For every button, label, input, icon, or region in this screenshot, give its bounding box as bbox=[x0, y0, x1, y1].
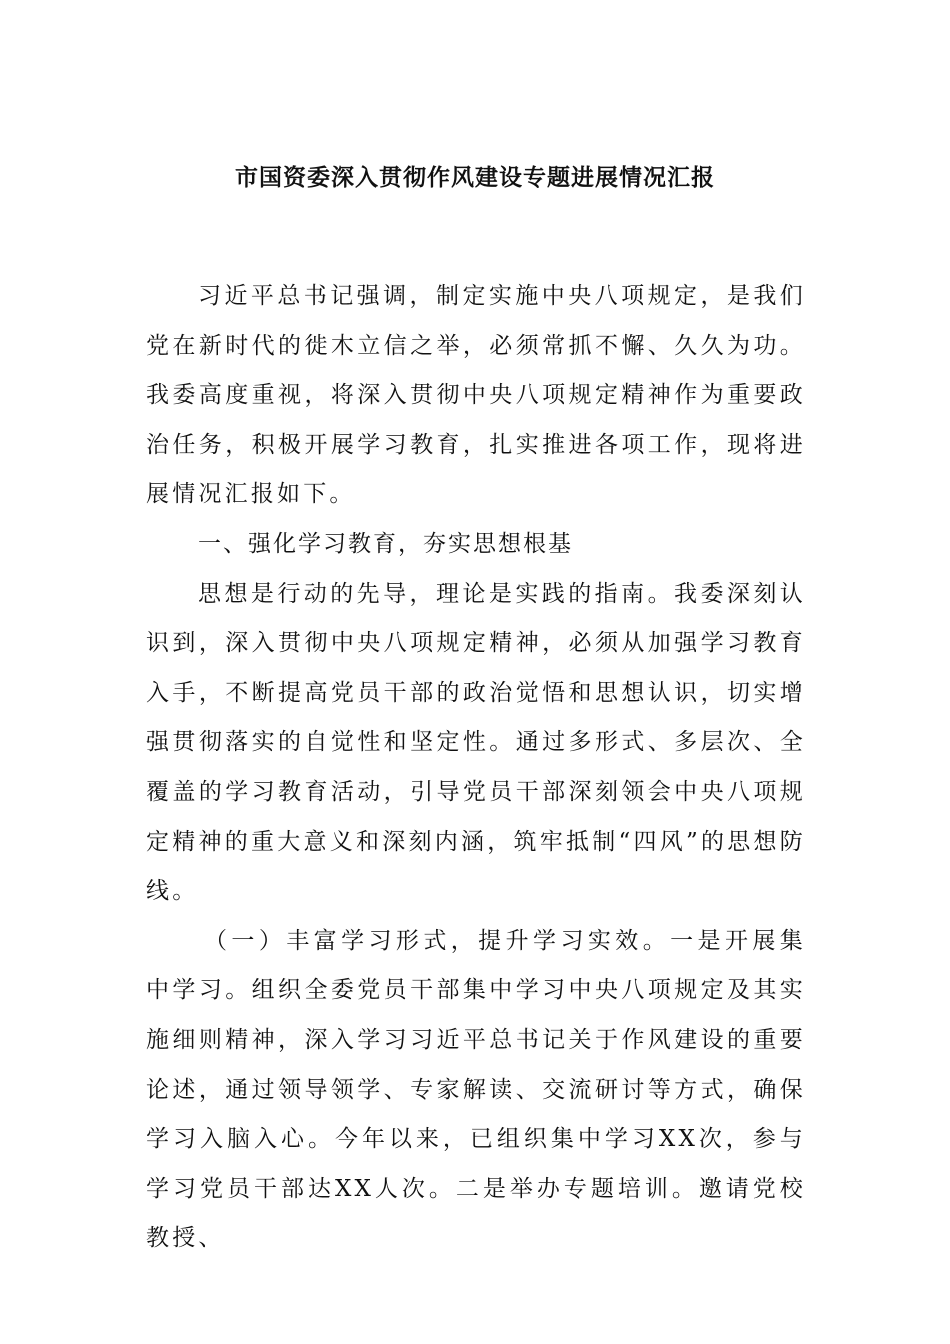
document-body bbox=[146, 272, 806, 1264]
section-paragraph: 思想是行动的先导，理论是实践的指南。我委深刻认识到，深入贯彻中央八项规定精神，必须从加强学习教育入手，不断提高党员干部的政治觉悟和思想认识，切实增强贯彻落实的自觉性和坚定性。通过多形式、多层次、全覆盖的学习教育活动，引导党员干部深刻领会中央八项规定精神的重大意义和深刻内涵，筑牢抵制“四风”的思想防线。 bbox=[146, 580, 806, 905]
intro-paragraph: 习近平总书记强调，制定实施中央八项规定，是我们党在新时代的徙木立信之举，必须常抓不懈、久久为功。我委高度重视，将深入贯彻中央八项规定精神作为重要政治任务，积极开展学习教育，扎实推进各项工作，现将进展情况汇报如下。 bbox=[146, 283, 806, 508]
subsection-paragraph: （一）丰富学习形式，提升学习实效。一是开展集中学习。组织全委党员干部集中学习中央八项规定及其实施细则精神，深入学习习近平总书记关于作风建设的重要论述，通过领导领学、专家解读、交流研讨等方式，确保学习入脑入心。今年以来，已组织集中学习XX次，参与学习党员干部达XX人次。二是举办专题培训。邀请党校教授、 bbox=[146, 927, 806, 1252]
section-heading: 一、强化学习教育，夯实思想根基 bbox=[198, 530, 573, 557]
document-title: 市国资委深入贯彻作风建设专题进展情况汇报 bbox=[235, 165, 715, 191]
